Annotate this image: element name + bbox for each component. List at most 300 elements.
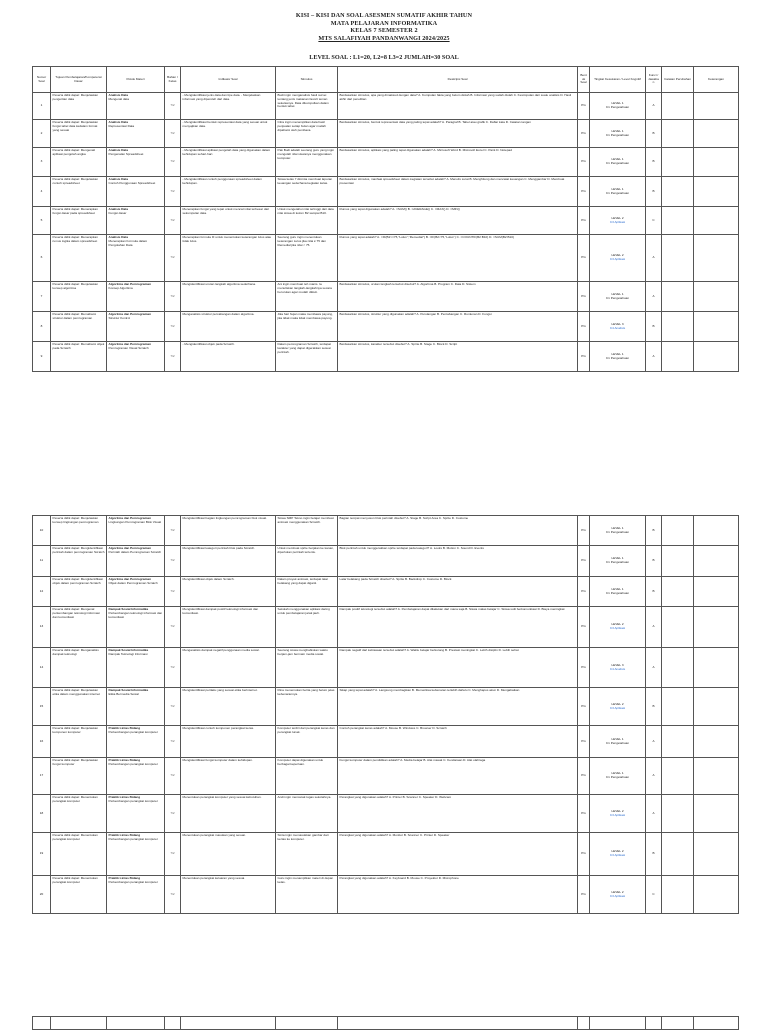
cell-objective	[51, 93, 107, 120]
cell-objective-tp: Peserta didik dapat: Mengenali aplikasi pengolah angka	[52, 148, 95, 156]
cell-topic-pm_b: Analisis Data	[108, 177, 128, 181]
cell-change-note	[662, 282, 694, 312]
cell-indicator	[181, 516, 276, 546]
cell-level	[590, 648, 646, 688]
cell-topic-pm_b: Praktik Lintas Bidang	[108, 795, 141, 799]
col-header: Keterangan	[694, 67, 739, 93]
cell-stimulus-stim: Seorang guru ingin menentukan keterangan Lulus jika nilai ≥ 75 dan Remedial jika nilai < 75.	[277, 235, 326, 247]
cell-stimulus-stim: Komputer dapat digunakan untuk berbagai keperluan.	[277, 758, 324, 766]
cell-topic-pm_b: Praktik Lintas Bidang	[108, 758, 141, 762]
cell-form-bentuk: PG	[581, 624, 586, 629]
cell-change-note	[662, 795, 694, 833]
cell-objective-tp: Peserta didik dapat: Mengidentifikasi perintah dalam pemrograman Scratch	[52, 546, 105, 554]
cell-class	[165, 207, 181, 235]
cell-indicator	[181, 120, 276, 148]
cell-number-no: 8	[40, 323, 43, 328]
cell-change-note	[662, 177, 694, 207]
cell-key-kunci: B	[652, 323, 655, 328]
cell-form-bentuk: PG	[581, 323, 586, 328]
cell-topic-pm_b: Praktik Lintas Bidang	[108, 876, 141, 880]
cell-description-desk: Fungsi komputer dalam pendidikan adalah? A. Media belajar B. Alat masak C. Kendaraan D. Alat olahraga	[339, 758, 486, 762]
cell-stimulus	[276, 93, 338, 120]
cell-level	[590, 516, 646, 546]
cell-class-kls: 7/2	[170, 558, 175, 563]
cell-remark	[694, 876, 739, 914]
cell-stimulus	[276, 648, 338, 688]
cell-class	[165, 546, 181, 577]
col-header: Nomor Soal	[33, 67, 51, 93]
cell-level-lvl2: C1 Pengetahuan	[605, 190, 630, 195]
cell-number	[33, 93, 51, 120]
cell-topic	[107, 93, 165, 120]
cell-topic-pm_b: Algoritma dan Pemrograman	[108, 282, 151, 286]
cell-class-kls: 7/2	[170, 353, 175, 358]
cell-description-desk: Berdasarkan stimulus, bentuk representasi data yang paling tepat adalah? A. Paragraf B. Tabel atau grafik C. Daftar kata D. Catatan tangan	[339, 120, 531, 124]
cell-number-no: 4	[40, 188, 43, 193]
cell-description-desk: Dampak negatif dari kebiasaan tersebut adalah? A. Waktu belajar berkurang B. Prestasi meningkat C. Lebih disiplin D. Lebih sehat	[339, 648, 519, 652]
cell-description-desk: Berdasarkan stimulus, struktur yang digunakan adalah? A. Perulangan B. Percabangan C. Runtunan D. Fungsi	[339, 312, 492, 316]
cell-stimulus	[276, 795, 338, 833]
cell-level-lvl2: C1 Pengetahuan	[605, 355, 630, 360]
cell-stimulus	[276, 148, 338, 177]
cell-class	[165, 648, 181, 688]
cell-indicator-ind: - Mengidentifikasi contoh penggunaan spreadsheet dalam kehidupan.	[182, 177, 262, 185]
table-row	[33, 577, 739, 607]
cell-level-lvl2: C1 Pengetahuan	[605, 105, 630, 109]
cell-key	[646, 795, 662, 833]
cell-level-lvl2: C1 Pengetahuan	[605, 529, 630, 534]
cell-description	[338, 688, 578, 726]
cell-topic-pm: Contoh Penggunaan Spreadsheet	[108, 180, 156, 185]
cell-number-no: 20	[39, 891, 44, 896]
cell-form-bentuk: PG	[581, 558, 586, 563]
cell-topic-pm: Representasi Data	[108, 123, 135, 128]
cell-objective-tp: Peserta didik dapat: Memahami objek pada Scratch	[52, 342, 105, 350]
col-header: Kunci / Jawaban	[646, 67, 662, 93]
table-row	[33, 120, 739, 148]
cell-topic-pm_b: Algoritma dan Pemrograman	[108, 577, 151, 581]
cell-description	[338, 342, 578, 372]
cell-change-note	[662, 235, 694, 282]
cell-indicator	[181, 177, 276, 207]
col-header: Bentuk Soal	[578, 67, 590, 93]
cell-change-note	[662, 207, 694, 235]
cell-level-lvl: LEVEL 1	[611, 736, 624, 741]
cell-key	[646, 312, 662, 342]
cell-change-note	[662, 876, 694, 914]
cell-number-no: 19	[39, 851, 44, 856]
cell-topic-pm_b: Analisis Data	[108, 148, 128, 152]
cell-topic-pm_b: Analisis Data	[108, 207, 128, 211]
cell-class-kls: 7/2	[170, 527, 175, 532]
cell-topic	[107, 648, 165, 688]
cell-remark	[694, 546, 739, 577]
cell-class-kls: 7/2	[170, 588, 175, 593]
cell-level-lvl_blue: C3 Aplikasi	[609, 219, 626, 224]
cell-number-no: 18	[39, 810, 44, 815]
cell-class-kls: 7/2	[170, 255, 175, 260]
cell-number	[33, 177, 51, 207]
cell-description-desk: Berdasarkan stimulus, aplikasi yang paling tepat digunakan adalah? A. Microsoft Word B. Microsoft Excel C. Paint D. Notepad	[339, 148, 512, 152]
cell-number-no: 11	[39, 558, 44, 563]
cell-description	[338, 148, 578, 177]
cell-form-bentuk: PG	[581, 527, 586, 532]
cell-indicator	[181, 235, 276, 282]
cell-level-lvl: LEVEL 2	[611, 889, 624, 894]
cell-key	[646, 833, 662, 876]
cell-class-kls: 7/2	[170, 703, 175, 708]
cell-objective-tp: Peserta didik dapat: Memahami struktur dalam pemrograman	[52, 312, 97, 320]
cell-indicator-ind: Mengidentifikasi urutan langkah algoritma sederhana.	[182, 282, 256, 286]
table-row	[33, 93, 739, 120]
table-row	[33, 177, 739, 207]
cell-level-lvl: LEVEL 1	[611, 771, 624, 776]
cell-topic	[107, 546, 165, 577]
cell-description	[338, 758, 578, 795]
cell-class	[165, 758, 181, 795]
cell-key-kunci: B	[652, 159, 655, 164]
cell-indicator	[181, 795, 276, 833]
cell-key-kunci: A	[652, 738, 655, 743]
cell-key	[646, 546, 662, 577]
cell-form	[578, 207, 590, 235]
cell-level	[590, 577, 646, 607]
table-row	[33, 688, 739, 726]
cell-topic-pm_b: Dampak Sosial Informatika	[108, 607, 149, 611]
cell-level-lvl: LEVEL 2	[611, 701, 624, 706]
cell-topic-pm: Perkembangan teknologi informasi dan komunikasi	[108, 610, 163, 619]
cell-topic	[107, 148, 165, 177]
cell-key	[646, 235, 662, 282]
cell-form	[578, 148, 590, 177]
cell-form-bentuk: PG	[581, 703, 586, 708]
cell-level-lvl_blue: C3 Aplikasi	[609, 705, 626, 710]
cell-description-desk: Berdasarkan stimulus, manfaat spreadsheet dalam kegiatan tersebut adalah? A. Menulis surat B. Menghitung dan mencatat keuangan C. Menggambar D. Membuat presentasi	[339, 177, 565, 185]
cell-number	[33, 120, 51, 148]
cell-change-note	[662, 688, 694, 726]
cell-topic-pm_b: Algoritma dan Pemrograman	[108, 546, 151, 550]
cell-topic-pm: Perkembangan perangkat komputer	[108, 836, 158, 841]
table-row	[33, 546, 739, 577]
cell-topic	[107, 282, 165, 312]
cell-description	[338, 726, 578, 758]
cell-number	[33, 758, 51, 795]
cell-level	[590, 758, 646, 795]
cell-objective	[51, 312, 107, 342]
cell-stimulus	[276, 758, 338, 795]
cell-form	[578, 688, 590, 726]
cell-level	[590, 342, 646, 372]
cell-indicator-ind: Mengidentifikasi bagian lingkungan pemrograman blok visual.	[182, 516, 267, 520]
cell-remark	[694, 726, 739, 758]
cell-description	[338, 207, 578, 235]
table-row	[33, 516, 739, 546]
cell-description	[338, 120, 578, 148]
cell-number-no: 14	[39, 664, 44, 669]
table-row	[33, 1017, 739, 1030]
cell-description	[338, 607, 578, 648]
cell-indicator-ind: Mengidentifikasi objek dalam Scratch.	[182, 577, 235, 581]
cell-form-bentuk: PG	[581, 188, 586, 193]
cell-description-desk: Sikap yang tepat adalah? A. Langsung membagikan B. Memeriksa kebenaran terlebih dahulu C. Menghapus akun D. Mengabaikan	[339, 688, 520, 692]
col-header: Tujuan Pembelajaran/Kompetensi Dasar	[51, 67, 107, 93]
cell-topic-pm: Perkembangan perangkat komputer	[108, 761, 158, 766]
cell-number-no: 3	[40, 159, 43, 164]
cell-class-kls: 7/2	[170, 891, 175, 896]
cell-description-desk: Perangkat yang digunakan adalah? A. Printer B. Scanner C. Speaker D. Webcam	[339, 795, 452, 799]
cell-stimulus-stim: Dalam proyek animasi, terdapat latar belakang yang dapat diganti.	[277, 577, 329, 585]
cell-class	[165, 795, 181, 833]
table-row	[33, 648, 739, 688]
cell-number	[33, 282, 51, 312]
cell-objective	[51, 207, 107, 235]
cell-form	[578, 577, 590, 607]
cell-form	[578, 876, 590, 914]
cell-objective-tp: Peserta didik dapat: Menentukan perangkat komputer	[52, 795, 98, 803]
col-header: Bahan / Kelas	[165, 67, 181, 93]
cell-indicator-ind: - Mengidentifikasi bentuk representasi data yang sesuai untuk menyajikan data.	[182, 120, 268, 128]
table-body-1	[33, 93, 739, 372]
cell-remark	[694, 207, 739, 235]
cell-level-lvl_blue: C3 Aplikasi	[609, 257, 626, 261]
cell-topic-pm: Perkembangan perangkat komputer	[108, 798, 158, 803]
cell-level-lvl: LEVEL 1	[611, 291, 624, 296]
cell-objective-tp: Peserta didik dapat: Menjelaskan komponen komputer	[52, 726, 99, 734]
cell-level-lvl: LEVEL 3	[611, 321, 624, 326]
cell-indicator	[181, 648, 276, 688]
cell-level	[590, 688, 646, 726]
cell-remark	[694, 833, 739, 876]
cell-class-kls: 7/2	[170, 130, 175, 135]
cell-topic-pm_b: Algoritma dan Pemrograman	[108, 312, 151, 316]
cell-level-lvl_blue: C4 Analisis	[609, 325, 626, 330]
cell-change-note	[662, 833, 694, 876]
cell-topic-pm_b: Praktik Lintas Bidang	[108, 833, 141, 837]
cell-key-kunci: A	[652, 293, 655, 298]
cell-level-lvl: LEVEL 1	[611, 586, 624, 591]
cell-level	[590, 177, 646, 207]
cell-indicator	[181, 726, 276, 758]
cell-key	[646, 207, 662, 235]
cell-description	[338, 312, 578, 342]
header-subject: MATA PELAJARAN INFORMATIKA	[330, 19, 438, 27]
cell-level	[590, 93, 646, 120]
cell-topic-pm: Perkembangan perangkat komputer	[108, 729, 158, 734]
cell-remark	[694, 342, 739, 372]
cell-key-kunci: B	[652, 130, 655, 135]
cell-key	[646, 177, 662, 207]
cell-key-kunci: A	[652, 773, 655, 778]
cell-objective	[51, 577, 107, 607]
kisi-table-part-1	[32, 66, 739, 372]
cell-stimulus-stim: Rina menemukan berita yang belum jelas kebenarannya.	[277, 688, 335, 696]
cell-remark	[694, 312, 739, 342]
cell-number-no: 1	[40, 103, 43, 108]
cell-class-kls: 7/2	[170, 103, 175, 108]
cell-description	[338, 833, 578, 876]
cell-topic-pm: Fungsi dasar	[108, 210, 127, 215]
cell-level-lvl_blue: C3 Aplikasi	[609, 626, 626, 630]
cell-indicator	[181, 93, 276, 120]
cell-topic-pm: Konsep Algoritma	[108, 285, 133, 290]
table-body-2	[33, 516, 739, 914]
cell-level	[590, 795, 646, 833]
cell-key-kunci: A	[652, 624, 655, 629]
cell-class	[165, 148, 181, 177]
cell-level-lvl_blue: C3 Aplikasi	[609, 853, 626, 857]
cell-form	[578, 120, 590, 148]
cell-level-lvl2: C1 Pengetahuan	[605, 161, 630, 165]
cell-topic-pm_b: Analisis Data	[108, 120, 128, 124]
cell-objective	[51, 758, 107, 795]
cell-topic-pm_b: Dampak Sosial Informatika	[108, 648, 149, 652]
cell-stimulus	[276, 312, 338, 342]
cell-level	[590, 207, 646, 235]
cell-class-kls: 7/2	[170, 738, 175, 743]
cell-form	[578, 177, 590, 207]
cell-key-kunci: C	[652, 891, 655, 896]
cell-stimulus-stim: Siswa kelas 7 diminta membuat laporan keuangan sederhana kegiatan kelas.	[277, 177, 333, 185]
cell-objective	[51, 282, 107, 312]
cell-change-note	[662, 546, 694, 577]
cell-topic	[107, 688, 165, 726]
cell-number	[33, 235, 51, 282]
cell-level-lvl: LEVEL 1	[611, 556, 624, 561]
cell-topic	[107, 607, 165, 648]
cell-indicator-ind: Menentukan perangkat keluaran yang sesuai.	[182, 876, 246, 880]
cell-key-kunci: B	[652, 703, 655, 708]
cell-stimulus-stim: Sinta ingin memasukkan gambar dari kertas ke komputer.	[277, 833, 329, 841]
cell-stimulus	[276, 235, 338, 282]
cell-key	[646, 726, 662, 758]
cell-indicator-ind: Mengidentifikasi kategori perintah blok pada Scratch.	[182, 546, 256, 550]
cell-stimulus	[276, 516, 338, 546]
cell-topic	[107, 876, 165, 914]
cell-form-bentuk: PG	[581, 159, 586, 164]
cell-description	[338, 648, 578, 688]
cell-topic-pm: Struktur Kontrol	[108, 315, 130, 320]
cell-indicator	[181, 342, 276, 372]
cell-form-bentuk: PG	[581, 664, 586, 669]
cell-topic-pm: Etika Bermedia Sosial	[108, 691, 139, 696]
cell-level-lvl: LEVEL 1	[611, 128, 624, 133]
cell-objective	[51, 688, 107, 726]
cell-description	[338, 282, 578, 312]
cell-indicator	[181, 876, 276, 914]
cell-description-desk: Berdasarkan stimulus, urutan langkah tersebut disebut? A. Algoritma B. Program C. Data D. Sistem	[339, 282, 476, 286]
cell-form-bentuk: PG	[581, 353, 586, 358]
cell-number	[33, 607, 51, 648]
cell-objective	[51, 876, 107, 914]
cell-indicator-ind: - Mengidentifikasi jenis data dan tipe data. - Menjelaskan informasi yang diperoleh dari data.	[182, 93, 261, 101]
table-row	[33, 207, 739, 235]
cell-topic-pm_b: Dampak Sosial Informatika	[108, 688, 149, 692]
cell-number-no: 15	[39, 703, 44, 708]
cell-stimulus-stim: Seorang siswa menghabiskan waktu berjam-jam bermain media sosial.	[277, 648, 328, 656]
cell-objective	[51, 235, 107, 282]
cell-number-no: 5	[40, 217, 43, 222]
cell-topic	[107, 312, 165, 342]
table-row	[33, 833, 739, 876]
cell-class-kls: 7/2	[170, 664, 175, 669]
cell-stimulus	[276, 120, 338, 148]
header-title: KISI – KISI DAN SOAL ASESMEN SUMATIF AKHIR TAHUN	[295, 12, 473, 19]
cell-key	[646, 282, 662, 312]
cell-stimulus-stim: Komputer terdiri dari perangkat keras dan perangkat lunak.	[277, 726, 335, 734]
cell-stimulus-stim: Sekolah menggunakan aplikasi daring untuk pembelajaran jarak jauh.	[277, 607, 330, 615]
cell-indicator	[181, 312, 276, 342]
col-header: Pokok Materi	[107, 67, 165, 93]
cell-topic	[107, 577, 165, 607]
table-row	[33, 148, 739, 177]
cell-level-lvl: LEVEL 1	[611, 351, 624, 356]
cell-objective	[51, 120, 107, 148]
cell-topic-pm_b: Analisis Data	[108, 235, 128, 239]
cell-change-note	[662, 312, 694, 342]
cell-indicator-ind: Menganalisis struktur percabangan dalam algoritma.	[182, 312, 255, 316]
cell-description	[338, 93, 578, 120]
cell-key	[646, 688, 662, 726]
cell-objective-tp: Peserta didik dapat: Menjelaskan etika dalam menggunakan internet	[52, 688, 100, 696]
header-school: MTS SALAFIYAH PANDANWANGI 2024/2025	[318, 34, 450, 42]
cell-description-desk: Perangkat yang digunakan adalah? A. Keyboard B. Mouse C. Proyektor D. Microphone	[339, 876, 459, 880]
cell-objective-tp: Peserta didik dapat: Menjelaskan contoh spreadsheet	[52, 177, 99, 185]
cell-indicator	[181, 758, 276, 795]
header-class: KELAS 7 SEMESTER 2	[350, 27, 418, 35]
cell-form-bentuk: PG	[581, 130, 586, 135]
cell-indicator	[181, 282, 276, 312]
cell-topic	[107, 726, 165, 758]
cell-form-bentuk: PG	[581, 773, 586, 778]
cell-number-no: 12	[39, 588, 44, 593]
cell-stimulus-stim: Budi ingin menganalisis hasil survei tentang jenis makanan favorit teman sekelasnya. Data dikumpulkan dalam bentuk tabel.	[277, 93, 329, 109]
cell-level-lvl2: C1 Pengetahuan	[605, 740, 630, 745]
cell-remark	[694, 577, 739, 607]
cell-remark	[694, 688, 739, 726]
cell-level-lvl: LEVEL 1	[611, 157, 624, 162]
cell-indicator	[181, 607, 276, 648]
cell-key	[646, 876, 662, 914]
cell-topic	[107, 342, 165, 372]
cell-class	[165, 177, 181, 207]
cell-form	[578, 607, 590, 648]
cell-key-kunci: A	[652, 810, 655, 815]
cell-indicator-ind: Menganalisis dampak negatif penggunaan media sosial.	[182, 648, 260, 652]
cell-level-lvl: LEVEL 1	[611, 186, 624, 191]
cell-key-kunci: C	[652, 217, 655, 222]
kisi-table-part-2	[32, 515, 739, 914]
cell-description-desk: Rumus yang tepat digunakan adalah? A. =SUM() B. =AVERAGE() C. =MAX() D. =MIN()	[339, 207, 460, 211]
cell-number	[33, 516, 51, 546]
cell-level-lvl: LEVEL 1	[611, 525, 624, 530]
cell-form-bentuk: PG	[581, 103, 586, 108]
cell-number	[33, 546, 51, 577]
cell-key	[646, 120, 662, 148]
cell-key-kunci: B	[652, 588, 655, 593]
cell-class-kls: 7/2	[170, 188, 175, 193]
cell-key	[646, 577, 662, 607]
cell-stimulus	[276, 876, 338, 914]
cell-remark	[694, 648, 739, 688]
cell-objective-tp: Peserta didik dapat: Menentukan perangkat komputer	[52, 876, 98, 884]
cell-description	[338, 516, 578, 546]
cell-description-desk: Perangkat yang digunakan adalah? A. Monitor B. Scanner C. Printer D. Speaker	[339, 833, 450, 837]
table-row	[33, 876, 739, 914]
cell-stimulus	[276, 607, 338, 648]
cell-indicator-ind: Mengidentifikasi contoh komponen perangkat keras.	[182, 726, 255, 730]
cell-topic	[107, 758, 165, 795]
col-header: Deskripsi Soal	[338, 67, 578, 93]
